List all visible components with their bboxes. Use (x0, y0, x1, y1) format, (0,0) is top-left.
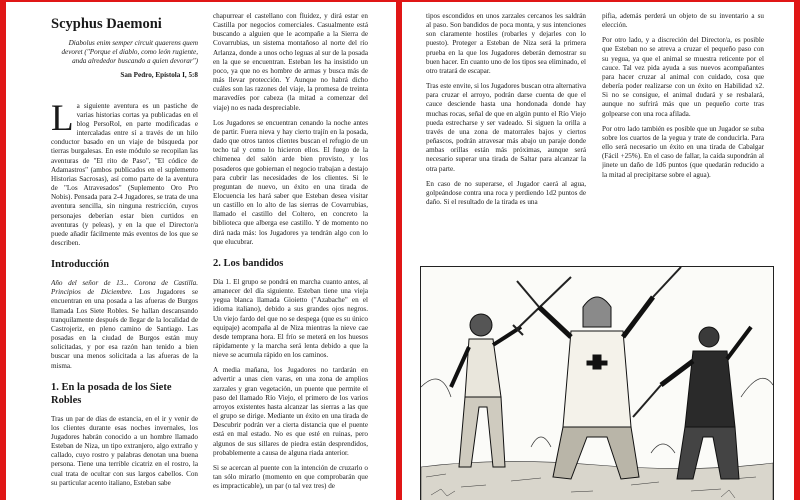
paragraph-night-before: Los Jugadores se encuentran cenando la noche antes de partir. Fuera nieva y hay cierto trajín en la posada, dado que otros tantos clientes buscan el refugio de un techo tal y como lo hicieron ellos. El fuego de la chimenea del salón arde bien provisto, y los posaderos que gobiernan el negocio trabajan a destajo para cubrir las necesidades de los clientes. Si le preguntan de nuevo, un éxito en una tirada de Elocuencia les hará saber que Esteban desea visitar un castillo en lo alto de las sierras de Covarrubias, llamado el castillo del Coltero, en concreto la biblioteca que alberga ese castillo. Y de momento no dirá nada más: los Jugadores ya tendrán algo con lo que elucubrar. (213, 118, 368, 246)
paragraph-day-1: Día 1. El grupo se pondrá en marcha cuanto antes, al amanecer del día siguiente. Esteban tiene una vieja yegua blanca llamada Gioietto ("Azabache" en el idioma italiano), debido a sus grandes ojos negros. Un viejo fardo del que no se despega (que es su único equipaje) acompaña al de Niza mientras la nieve cae desde temprana hora. El frío se meterá en los huesos rápidamente y la marcha será lenta debido a que la nieve se acumula rápido en los caminos. (213, 277, 368, 360)
introduccion-italic-lead: Año del señor de 13... Corona de Castilla. Principios de Diciembre. (51, 279, 198, 297)
paragraph-cross-stream: Tras este envite, si los Jugadores buscan otra alternativa para cruzar el arroyo, podrán darse cuenta de que el cauce desciende hasta una hondonada donde hay muchas rocas, señal de que en algún punto el Río Viejo pueda estrecharse y ser vadeado. Si siguen la orilla a través de una zona de matorrales bajos y ciertos peñascos, podrán atravesar más abajo un paraje donde ambas orillas están más próximas, aunque será necesario superar una tirada de Saltar para alcanzar la otra parte. (426, 82, 586, 173)
right-page-column-1 (426, 12, 586, 262)
epigraph: Diabolus enim semper circuit quaerens quem devoret ("Porque el diablo, como león rugiente, anda alrededor buscando a quien devorar") (61, 39, 198, 66)
paragraph-ride-mare: Por otro lado también es posible que un Jugador se suba sobre los cuartos de la yegua y trate de conducirla. Para ello será necesario un éxito en una tirada de Cabalgar (Fácil +25%). En el caso de fallar, la caída supondrán al jinete un daño de 1d6 puntos (que quedarán reducido a la mitad al precipitarse sobre el agua). (602, 124, 764, 179)
paragraph-pifia: pifia, además perderá un objeto de su inventario a su elección. (602, 12, 764, 30)
intro-paragraph (51, 97, 198, 249)
epigraph-source: San Pedro, Epístola I, 5:8 (120, 71, 198, 80)
section-heading-posada: 1. En la posada de los Siete Robles (51, 381, 172, 406)
paragraph-esteban-trip: chapurrear el castellano con fluidez, y dirá estar en Castilla por negocios comerciales. Casualmente está buscando a alguien que le acompañe a la Sierra de Covarrubias, un sistema montañoso al norte del río Arlanza, donde a unos ocho leguas al sur de la posada en la que se encuentran. Esteban les ha insistido un poco, ya que no es hombre de armas y busca más de más llevar protección. Y Aunque no habrá dicho cuáles son las razones del viaje, la promesa de treinta maravedíes por cabeza (la mitad a comenzar del viaje) no es nada despreciable. (213, 12, 368, 112)
introduccion-paragraph (51, 279, 198, 371)
introduccion-text: Los Jugadores se encuentran en una posada a las afueras de Burgos llamada Los Siete Robles. Se hallan descansando tranquilamente después de llegar de la localidad de Castrojeriz, en pleno camino de Santiago. Las posadas en la ciudad de Burgos están muy solicitadas, y por esa razón han tenido a bien buscar una menos solicitada a las afueras de la misma. (51, 288, 198, 370)
section-heading-introduccion: Introducción (51, 259, 110, 271)
paragraph-mare-crossing: Por otro lado, y a discreción del Director/a, es posible que Esteban no se atreva a cruzar el pequeño paso con su yegua, ya que el animal se muestra reticente por el cauce. Tal vez pida ayuda a sus nuevos acompañantes para hacer cruzar al animal con cuidado, cosa que debería poder realizarse con un éxito en Habilidad x2. Si no se consigue, el animal dudará y se resbalará, aunque no sufrirá más que un pequeño corte tras golpearse con una roca afilada. (602, 36, 764, 118)
paragraph-bridge: A media mañana, los Jugadores no tardarán en advertir a unas cien varas, en una zona de amplios zarzales y gran vegetación, un puente que permite el paso del llamado Río Viejo, el primero de los varios arroyos existentes hasta alcanzar las sierras a las que el grupo se dirige. Mediante un éxito en una tirada de Descubrir podrán ver a cierta distancia que el puente está en mal estado. No es que esté en ruinas, pero algunos de sus sillares de piedra están desprendidos, probablemente a causa de alguna riada anterior. (213, 366, 368, 457)
section-heading-bandidos: 2. Los bandidos (213, 257, 284, 269)
document-title: Scyphus Daemoni (51, 16, 162, 32)
right-page-column-2 (602, 12, 764, 262)
illustration-drawing (421, 267, 773, 500)
bandit-fight-illustration (420, 266, 774, 500)
posada-paragraph: Tras un par de días de estancia, en el ir y venir de los clientes durante esas noches invernales, los Jugadores habrán conocido a un hombre llamado Esteban de Niza, un tipo extranjero, algo extraño y callado, cuyo rostro y palabras denotan una buena persona. Tiene una terrible cicatriz en el rostro, la cual trata de ocultar con sus largos cabellos. Con su particular acento italiano, Esteban sabe (51, 414, 198, 487)
paragraph-fall-water: En caso de no superarse, el Jugador caerá al agua, golpeándose contra una roca y perdiendo 1d2 puntos de daño. Si el resultado de la tirada es una (426, 179, 586, 206)
intro-paragraph-text: a siguiente aventura es un pastiche de varias historias cortas ya publicadas en el blog PersoRol, en parte modificadas e intercaladas entre sí a través de un hilo conductor basado en un viaje de búsqueda por tierras burgalesas. En este módulo se recopilan las aventuras de "El rito de Paso", "El códice de Adamastros" (ambos publicados en el suplemento Historias Sacrosas), así como parte de la aventura de "Los Atravesados" (Suplemento Oro Pro Nobis). Pensada para 2-4 Jugadores, se trata de una aventura sencilla, sin ninguna restricción, cuyos personajes deberían estar bien curtidos en aventuras (y peleas), y en la que el Director/a puede añadir fácilmente más eventos de los que se describen. (51, 101, 198, 247)
left-page (6, 2, 396, 500)
right-page (402, 2, 794, 500)
left-page-column-2 (213, 12, 368, 500)
paragraph-bandits-ambush: tipos escondidos en unos zarzales cercanos les saldrán al paso. Son bandidos de poca monta, y sus intenciones son claramente hostiles (robarles y dejarles con lo puesto). Proteger a Esteban de Niza será la primera prueba en la que los Jugadores deberán demostrar su buen hacer. En cuanto uno de los tipos sea eliminado, el otro tratará de escapar. (426, 12, 586, 75)
drop-cap-letter: L (51, 97, 74, 139)
paragraph-approach-bridge: Si se acercan al puente con la intención de cruzarlo o tan sólo mirarlo (momento en que comprobarán que es impracticable), un par (o tal vez tres) de (213, 463, 368, 491)
left-page-column-1 (51, 12, 198, 500)
